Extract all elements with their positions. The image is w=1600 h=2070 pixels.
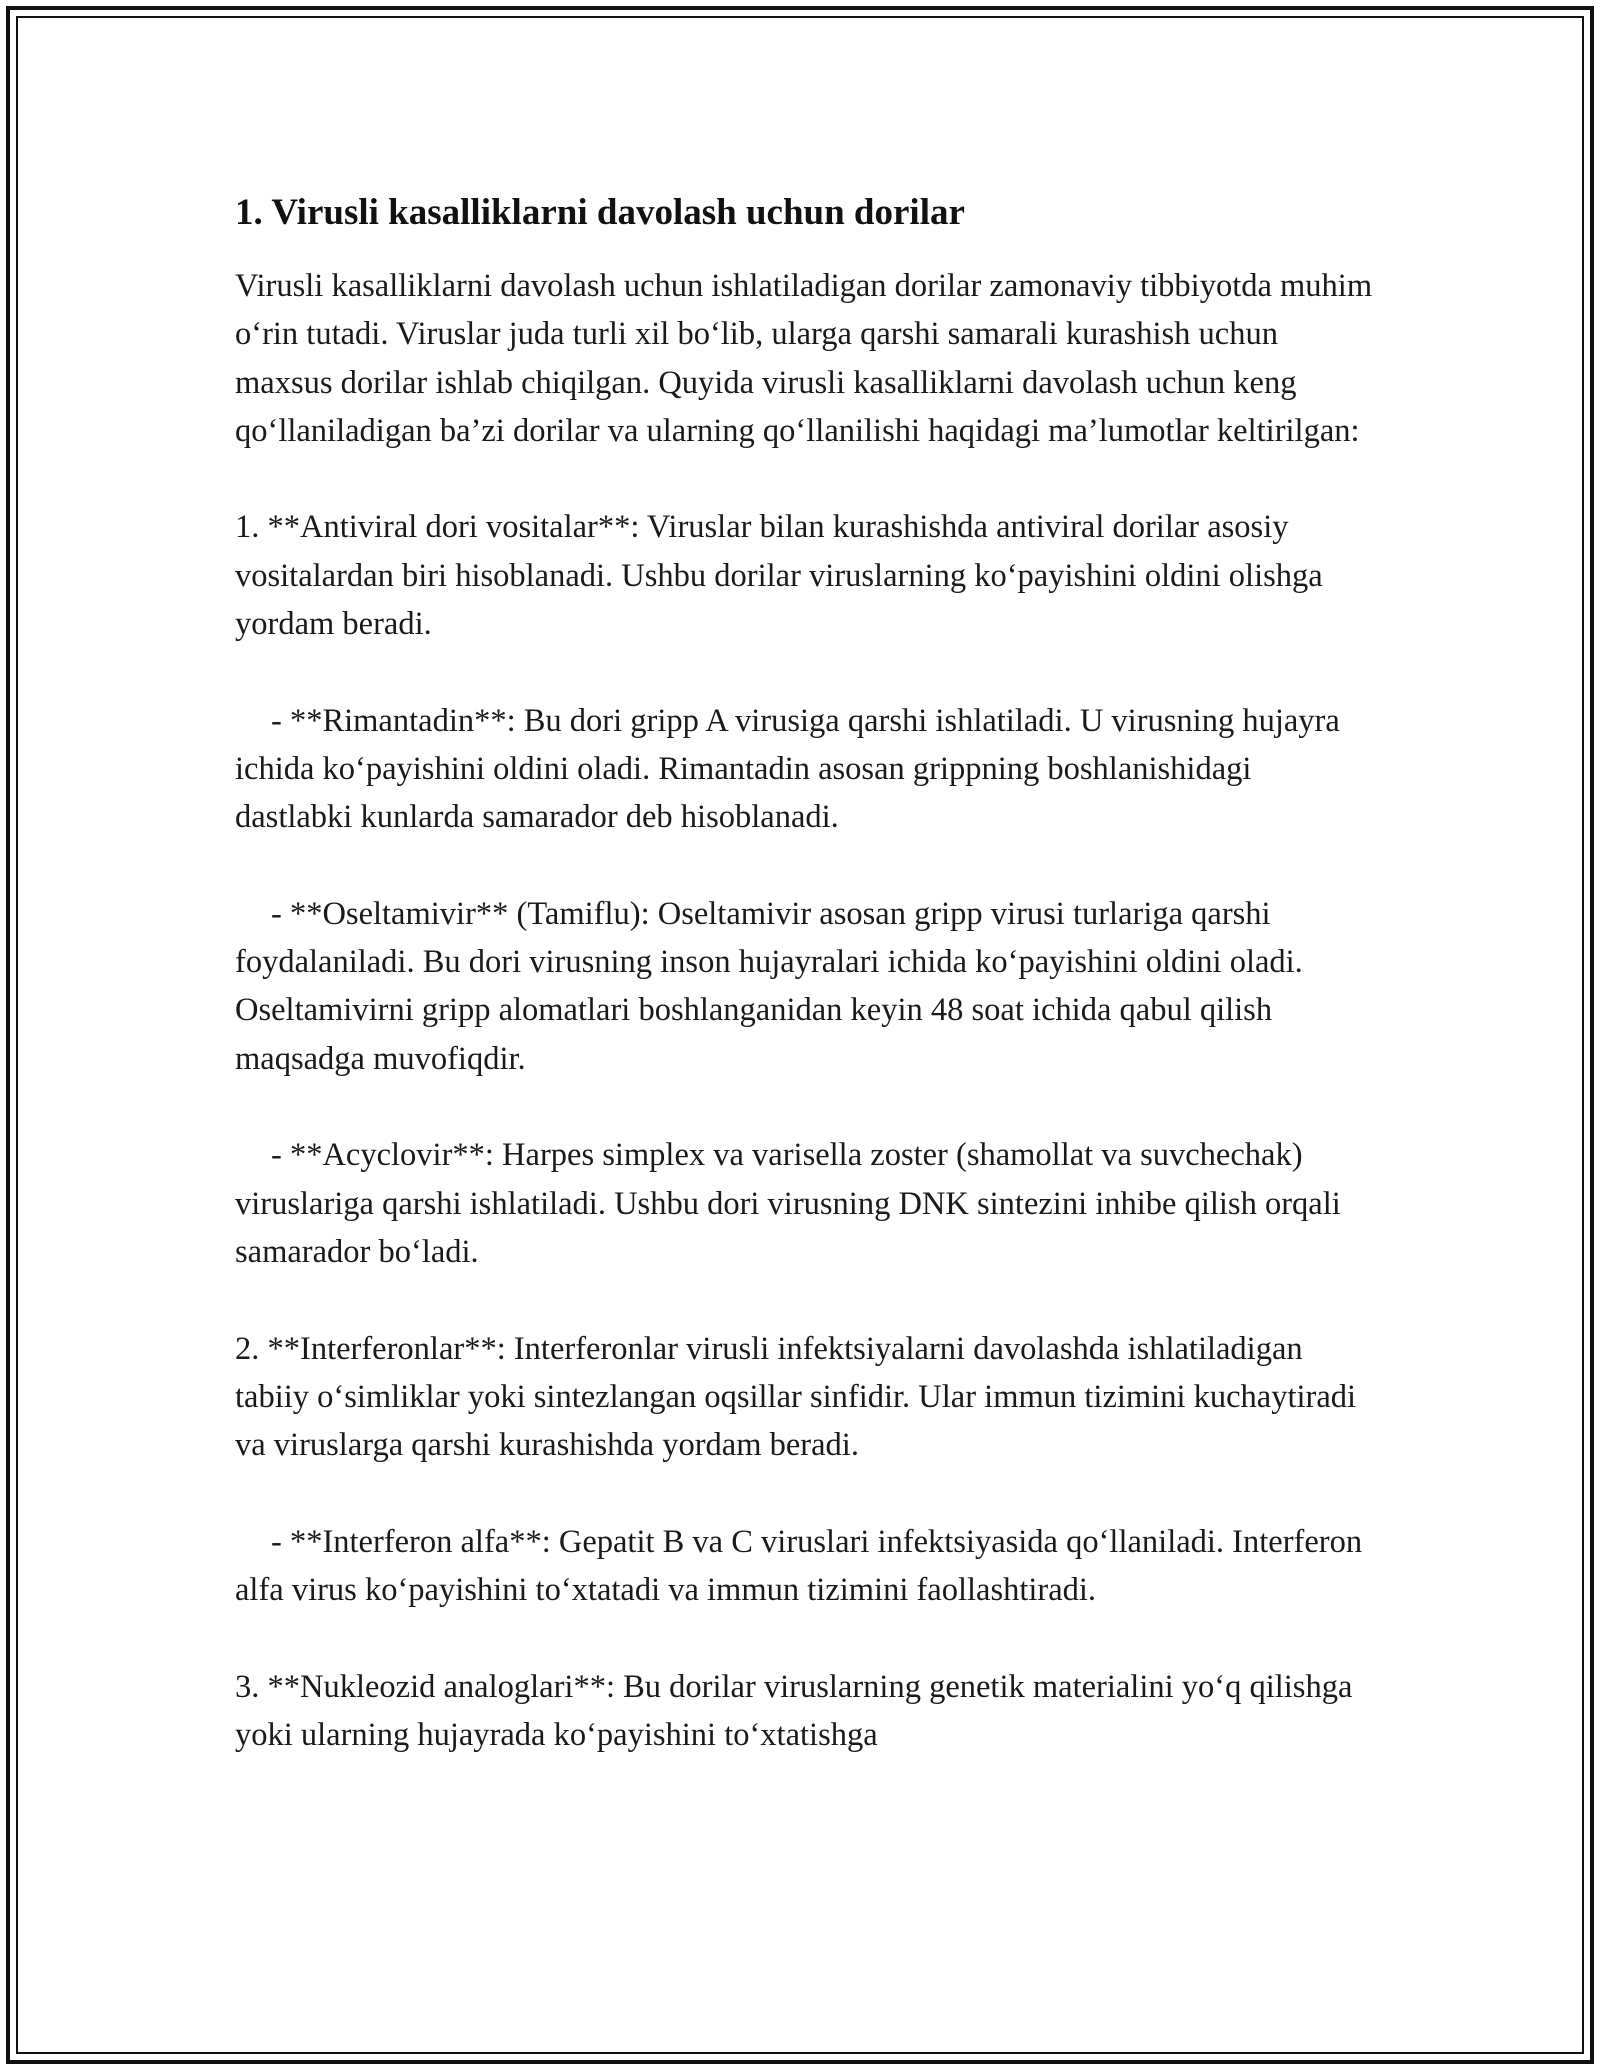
paragraph-interferon-alfa: - **Interferon alfa**: Gepatit B va C viruslari infektsiyasida qo‘llaniladi. Interferon alfa virus ko‘payishini to‘xtatadi va immun tizimini faollashtiradi.	[235, 1523, 1363, 1609]
section-heading: 1. Virusli kasalliklarni davolash uchun dorilar	[235, 192, 965, 233]
intro-paragraph: Virusli kasalliklarni davolash uchun ishlatiladigan dorilar zamonaviy tibbiyotda muhim o‘rin tutadi. Viruslar juda turli xil bo‘lib, ularga qarshi samarali kurashish uchun maxsus dorilar ishlab chiqilgan. Quyida virusli kasalliklarni davolash uchun keng qo‘llaniladigan ba’zi dorilar va ularning qo‘llanilishi haqidagi ma’lumotlar keltirilgan:	[235, 268, 1373, 449]
paragraph-interferonlar: 2. **Interferonlar**: Interferonlar virusli infektsiyalarni davolashda ishlatiladigan tabiiy o‘simliklar yoki sintezlangan oqsillar sinfidir. Ular immun tizimini kuchaytiradi va viruslarga qarshi kurashishda yordam beradi.	[235, 1330, 1357, 1464]
paragraph-rimantadin: - **Rimantadin**: Bu dori gripp A virusiga qarshi ishlatiladi. U virusning hujayra ichida ko‘payishini oldini oladi. Rimantadin asosan grippning boshlanishidagi dastlabki kunlarda samarador deb hisoblanadi.	[235, 702, 1340, 836]
paragraph-oseltamivir: - **Oseltamivir** (Tamiflu): Oseltamivir asosan gripp virusi turlariga qarshi foydalaniladi. Bu dori virusning inson hujayralari ichida ko‘payishini oldini oladi. Oseltamivirni gripp alomatlari boshlanganidan keyin 48 soat ichida qabul qilish maqsadga muvofiqdir.	[235, 895, 1303, 1077]
paragraph-acyclovir: - **Acyclovir**: Harpes simplex va varisella zoster (shamollat va suvchechak) viruslariga qarshi ishlatiladi. Ushbu dori virusning DNK sintezini inhibe qilish orqali samarador bo‘ladi.	[235, 1137, 1341, 1270]
paragraph-antiviral: 1. **Antiviral dori vositalar**: Viruslar bilan kurashishda antiviral dorilar asosiy vositalardan biri hisoblanadi. Ushbu dorilar viruslarning ko‘payishini oldini olishga yordam beradi.	[235, 509, 1323, 643]
paragraph-nukleozid: 3. **Nukleozid analoglari**: Bu dorilar viruslarning genetik materialini yo‘q qilishga yoki ularning hujayrada ko‘payishini to‘xtatishga	[235, 1668, 1353, 1753]
document-body	[235, 186, 1375, 1759]
